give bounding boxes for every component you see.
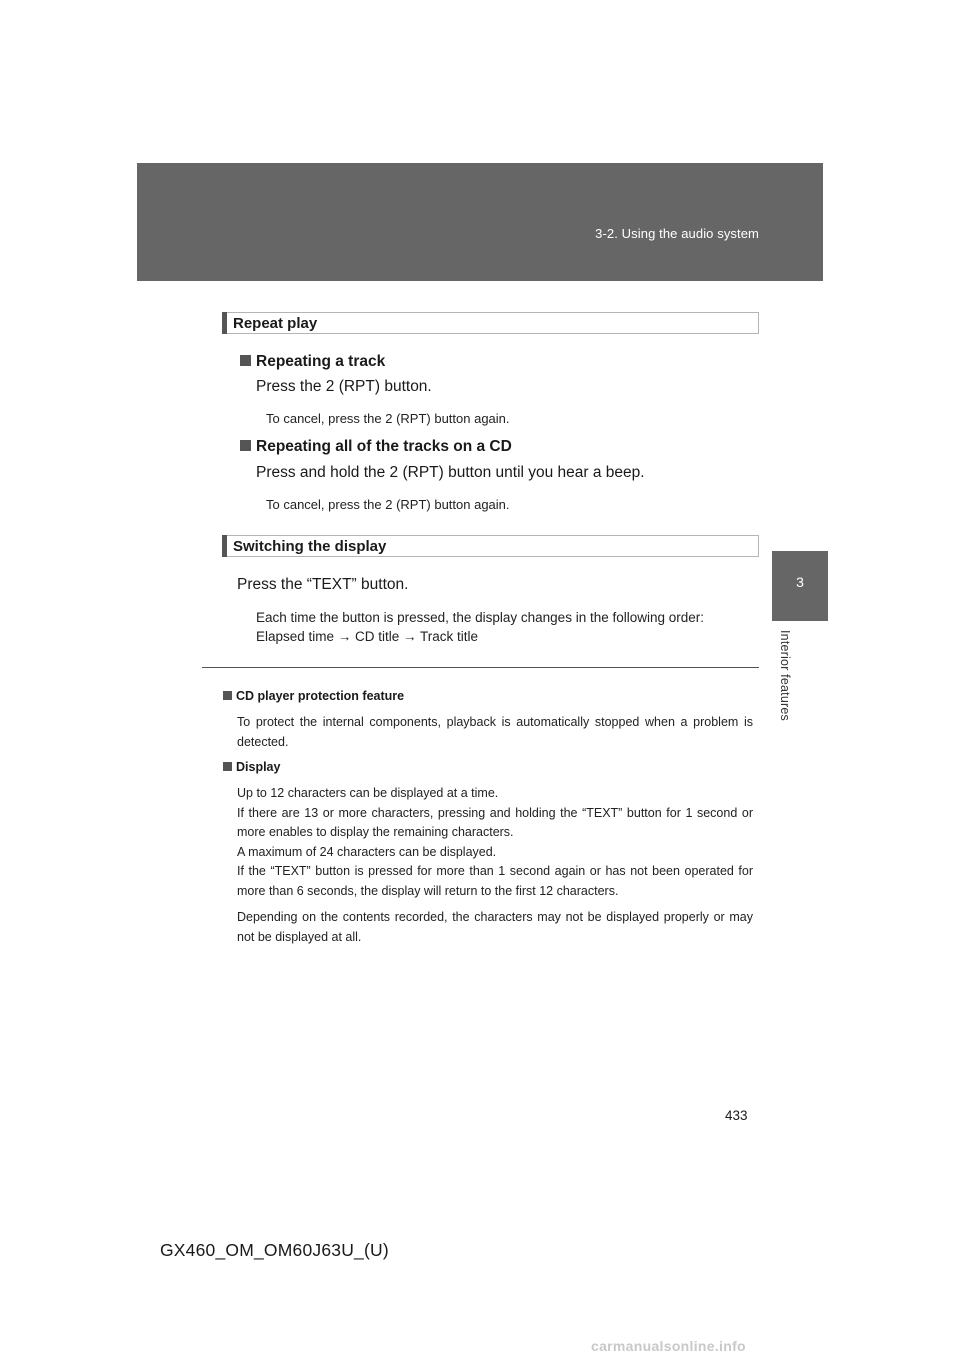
section-heading-switching-display <box>222 535 759 557</box>
footnote-heading-text: Display <box>236 760 281 774</box>
section-breadcrumb: 3-2. Using the audio system <box>595 226 759 241</box>
square-bullet-icon <box>223 691 232 700</box>
note-cancel-repeat-track: To cancel, press the 2 (RPT) button again. <box>266 411 510 426</box>
note-line: Each time the button is pressed, the display changes in the following order: <box>256 610 705 625</box>
section-title: Switching the display <box>233 538 387 555</box>
subheading-repeat-track <box>240 353 385 371</box>
square-bullet-icon <box>240 355 251 366</box>
square-bullet-icon <box>240 440 251 451</box>
note-display-order <box>256 608 704 646</box>
subheading-text: Repeating a track <box>256 353 386 370</box>
footnote-heading-display <box>223 760 280 774</box>
footnote-paragraph: A maximum of 24 characters can be displayed. <box>237 844 497 859</box>
page-header-band <box>137 163 823 281</box>
chapter-tab <box>772 551 828 621</box>
footnote-paragraph: If there are 13 or more characters, pressing and holding the “TEXT” button for 1 second or more enables to display the remaining characters. <box>237 805 753 839</box>
section-divider <box>202 667 759 668</box>
footnote-paragraph: Up to 12 characters can be displayed at a time. <box>237 786 499 800</box>
section-heading-bar <box>222 312 227 334</box>
chapter-label: Interior features <box>778 630 792 721</box>
step-press-text: Press the “TEXT” button. <box>237 576 409 593</box>
subheading-repeat-all <box>240 438 512 456</box>
watermark: carmanualsonline.info <box>591 1338 746 1354</box>
page-number: 433 <box>725 1108 748 1123</box>
footnote-heading-text: CD player protection feature <box>236 689 405 703</box>
step-repeat-all: Press and hold the 2 (RPT) button until you hear a beep. <box>256 464 645 481</box>
step-repeat-track: Press the 2 (RPT) button. <box>256 378 432 395</box>
square-bullet-icon <box>223 762 232 771</box>
footnote-paragraph: Depending on the contents recorded, the characters may not be displayed properly or may not be displayed at all. <box>237 910 753 944</box>
footnote-heading-protection <box>223 689 404 703</box>
footnote-body-protection <box>237 713 753 752</box>
footnote-body-display <box>237 784 753 947</box>
subheading-text: Repeating all of the tracks on a CD <box>256 438 512 455</box>
section-heading-repeat-play <box>222 312 759 334</box>
note-line: Elapsed time → CD title → Track title <box>256 629 479 644</box>
section-title: Repeat play <box>233 315 318 332</box>
footnote-paragraph: To protect the internal components, playback is automatically stopped when a problem is detected. <box>237 715 753 749</box>
chapter-number: 3 <box>796 574 804 590</box>
footnote-paragraph: If the “TEXT” button is pressed for more than 1 second again or has not been operated for more than 6 seconds, the display will return to the first 12 characters. <box>237 864 753 898</box>
note-cancel-repeat-all: To cancel, press the 2 (RPT) button again. <box>266 497 510 512</box>
document-code: GX460_OM_OM60J63U_(U) <box>160 1240 389 1260</box>
section-heading-bar <box>222 535 227 557</box>
